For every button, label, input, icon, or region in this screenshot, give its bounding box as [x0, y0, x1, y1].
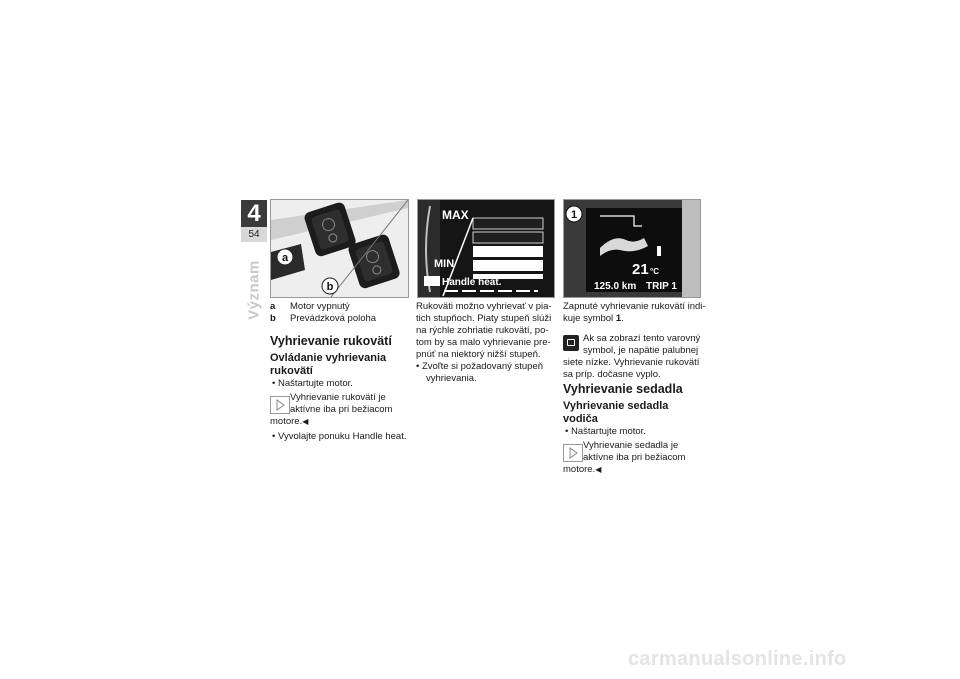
legend-text: Prevádzková poloha	[290, 313, 377, 324]
display-menu-label: Handle heat.	[442, 277, 502, 288]
note-text: Vyhrievanie rukovätí je	[290, 392, 386, 403]
photo-callout-b: b	[326, 281, 334, 293]
note-text: motore.	[563, 464, 596, 475]
note-block	[563, 440, 703, 476]
bullet-text: Zvoľte si požadovaný stupeň	[421, 361, 544, 372]
paragraph-line: pnúť na niektorý nižší stupeň.	[416, 349, 541, 360]
chapter-label-text: Význam	[245, 260, 263, 320]
legend-row	[270, 313, 410, 325]
bullet-text-continued: vyhrievania.	[426, 373, 477, 384]
bullet-text: Naštartujte motor.	[570, 426, 646, 437]
bullet-text: Vyvolajte ponuku Handle heat.	[277, 431, 407, 442]
list-item: • Zvoľte si požadovaný stupeň	[416, 361, 544, 372]
warning-text: Ak sa zobrazí tento varovný	[583, 333, 701, 344]
display-min-label: MIN	[434, 258, 455, 270]
photo-legend	[270, 301, 410, 325]
watermark: carmanualsonline.info	[628, 648, 847, 670]
low-voltage-warning-icon	[563, 335, 579, 351]
grip-heat-indicator-paragraph: Zapnuté vyhrievanie rukovätí indi- kuje symbol 1.	[563, 301, 708, 325]
bullet-text: Naštartujte motor.	[277, 378, 353, 389]
note-text: aktívne iba pri bežiacom	[290, 404, 393, 415]
subsection-title-rider-seat: Vyhrievanie sedadla vodiča	[563, 400, 669, 425]
section-title-seat-heating: Vyhrievanie sedadla	[563, 382, 683, 396]
display-callout-1: 1	[570, 209, 578, 221]
legend-row	[270, 301, 410, 313]
paragraph-line: tich stupňoch. Piaty stupeň slúži	[416, 313, 552, 324]
legend-text: Motor vypnutý	[290, 301, 350, 312]
warning-text: sa príp. dočasne vyplo.	[563, 369, 661, 380]
paragraph-line: tom by sa malo vyhrievanie pre-	[416, 337, 551, 348]
warning-text: symbol, je napätie palubnej	[583, 345, 699, 356]
end-mark-icon: ◀	[595, 465, 602, 474]
section-title-grip-heating: Vyhrievanie rukovätí	[270, 334, 392, 348]
play-note-icon	[563, 444, 583, 462]
grip-heat-levels-paragraph	[416, 301, 556, 385]
list-item: • Vyvolajte ponuku Handle heat.	[272, 431, 407, 442]
display-odometer: 125.0 km	[594, 281, 637, 292]
warning-text: siete nízke. Vyhrievanie rukovätí	[563, 357, 700, 368]
legend-key: b	[270, 313, 276, 324]
list-item: • Naštartujte motor.	[272, 378, 353, 389]
heat-display-photo	[417, 199, 555, 298]
display-max-label: MAX	[442, 208, 469, 222]
note-text: Vyhrievanie sedadla je	[583, 440, 679, 451]
display-trip: TRIP 1	[646, 281, 677, 292]
display-temp-unit: °C	[650, 267, 659, 276]
paragraph-line: Rukoväti možno vyhrievať v pia-	[416, 301, 552, 312]
subsection-title-grip-control: Ovládanie vyhrievania rukovätí	[270, 352, 387, 377]
play-note-icon	[270, 396, 290, 414]
note-text: motore.	[270, 416, 303, 427]
chapter-number: 4	[241, 200, 267, 227]
paragraph-line: Zapnuté vyhrievanie rukovätí indi-	[563, 301, 706, 312]
legend-key: a	[270, 301, 276, 312]
chapter-label	[241, 250, 267, 330]
paragraph-line: kuje symbol	[563, 313, 614, 324]
page-number: 54	[241, 227, 267, 242]
end-mark-icon: ◀	[302, 417, 309, 426]
list-item: • Naštartujte motor.	[565, 426, 646, 437]
warning-block	[563, 333, 708, 381]
switch-photo	[270, 199, 409, 298]
note-text: aktívne iba pri bežiacom	[583, 452, 686, 463]
symbol-reference: 1	[615, 313, 622, 324]
paragraph-line: na rýchle zohriatie rukovätí, po-	[416, 325, 549, 336]
temperature-display-photo	[563, 199, 701, 298]
note-block	[270, 392, 410, 428]
photo-callout-a: a	[281, 252, 289, 264]
display-temp-value: 21	[632, 261, 649, 278]
